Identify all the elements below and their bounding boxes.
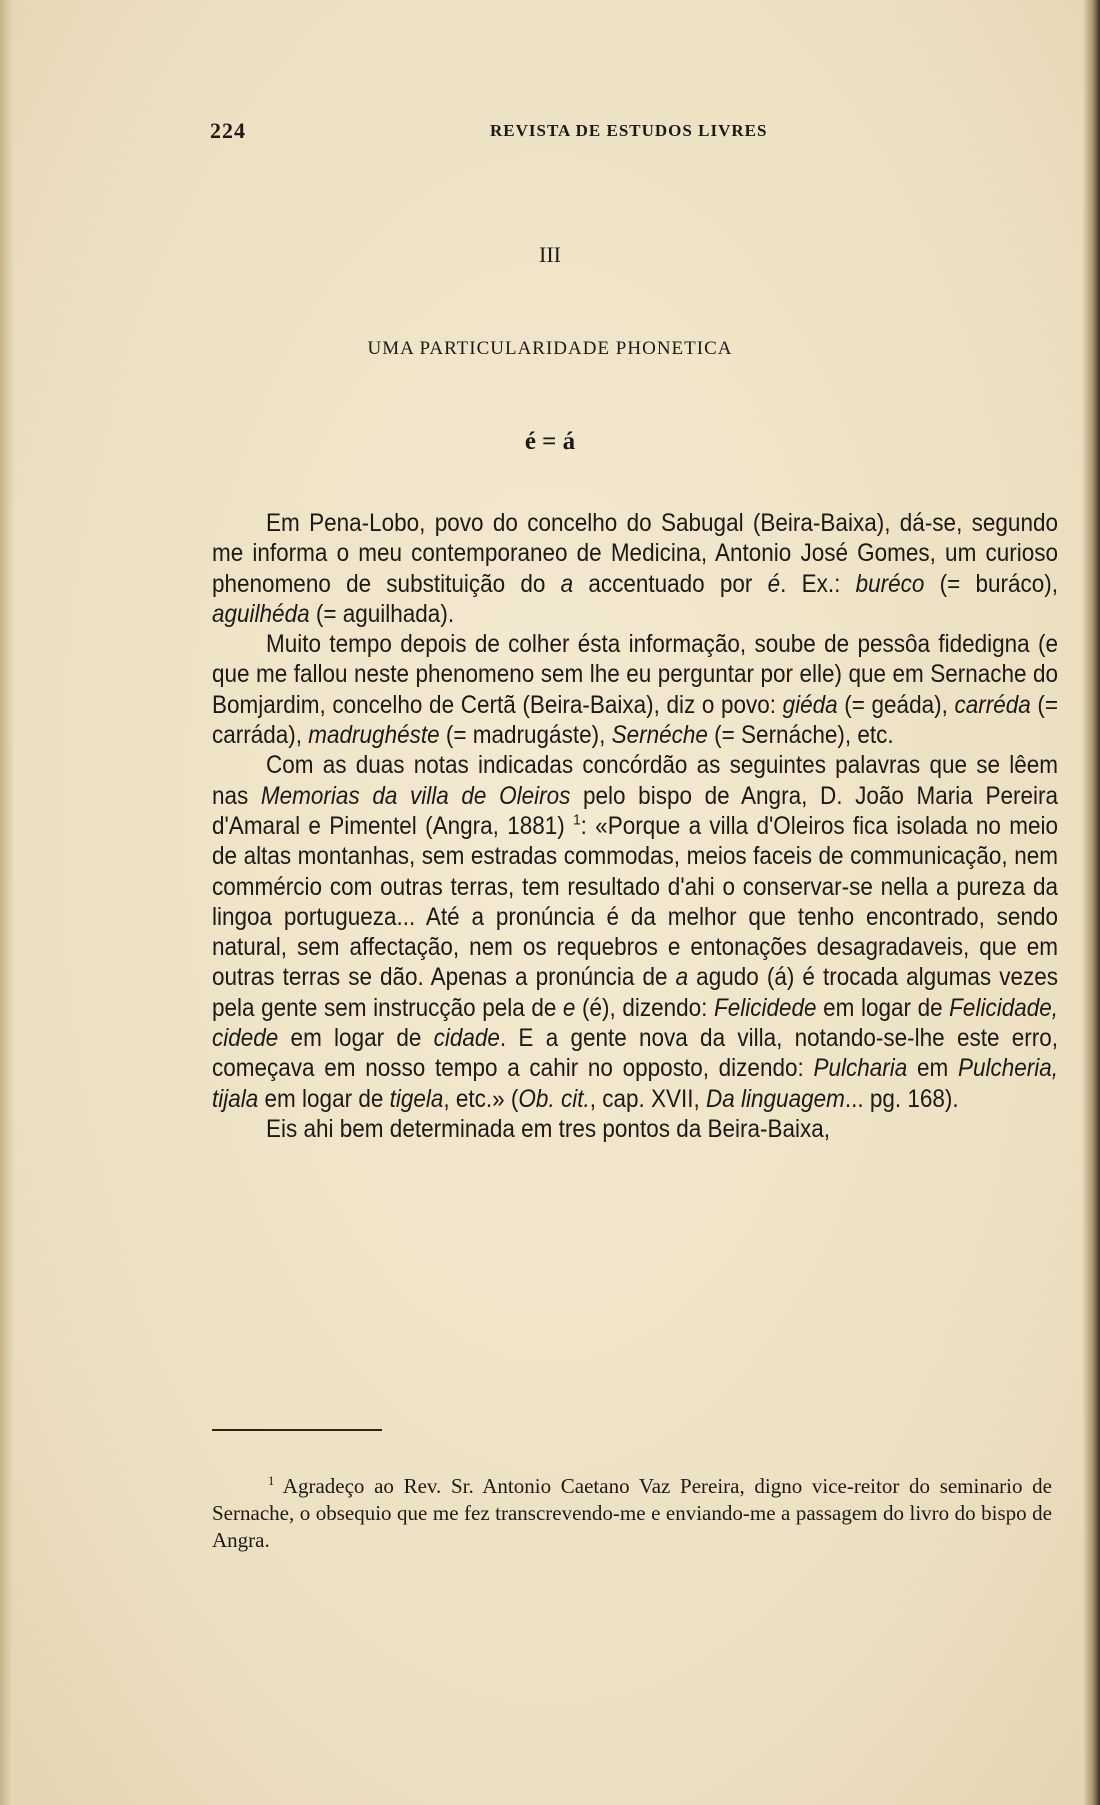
italic-text: e: [562, 993, 576, 1022]
italic-text: é: [767, 569, 781, 598]
text-run: em logar de: [258, 1084, 390, 1113]
italic-text: a: [560, 569, 574, 598]
italic-text: cidade: [433, 1024, 500, 1053]
italic-text: buréco: [855, 569, 925, 598]
italic-text: carréda: [954, 690, 1031, 719]
text-run: : «Porque a villa d'Oleiros fica isolada no meio de altas montanhas, sem estradas commodas, meios faceis de communicação, nem commércio com outras terras, tem resultado d'ahi o conservar-se nella a pureza da lingoa portugueza... Até a pronúncia é da melhor que tenho encontrado, sendo natural, sem affectação, nem os requebros e entonações desagradaveis, que em outras terras se dão. Apenas a pronúncia de: [212, 811, 1058, 992]
text-run: . Ex.:: [780, 569, 856, 598]
italic-text: a: [675, 963, 689, 992]
italic-text: aguilhéda: [212, 599, 310, 628]
text-run: pelo bispo de Angra, D. João Maria Pereira d'Amaral e Pimentel (Angra, 1881): [212, 781, 1058, 840]
text-run: (= geáda),: [837, 690, 955, 719]
body-text: [212, 508, 1058, 1144]
text-run: Em Pena-Lobo, povo do concelho do Sabugal (Beira-Baixa), dá-se, segundo me informa o meu contemporaneo de Medicina, Antonio José Gomes, um curioso phenomeno de substituição do: [212, 509, 1058, 598]
section-number: III: [539, 242, 561, 267]
italic-text: Felicidede: [714, 993, 817, 1022]
text-run: em logar de: [278, 1024, 434, 1053]
italic-text: Ob. cit.: [518, 1084, 590, 1113]
text-run: em logar de: [816, 993, 950, 1022]
italic-text: giéda: [782, 690, 838, 719]
text-run: ... pg. 168).: [844, 1084, 959, 1113]
text-run: (= aguilhada).: [309, 599, 455, 628]
text-run: (= buráco),: [924, 569, 1058, 598]
text-run: Muito tempo depois de colher ésta informação, soube de pessôa fidedigna (e que me fallou neste phenomeno sem lhe eu perguntar por elle) que em Sernache do Bomjardim, concelho de Certã (Beira-Baixa), diz o povo:: [212, 630, 1058, 719]
text-run: (= Sernáche), etc.: [707, 721, 894, 750]
footnote-divider: [212, 1429, 382, 1431]
italic-text: Pulcharia: [813, 1054, 908, 1083]
running-title: REVISTA DE ESTUDOS LIVRES: [490, 121, 768, 140]
italic-text: Da linguagem: [706, 1084, 845, 1113]
body-paragraph: [212, 629, 1058, 750]
footnote-marker: 1: [573, 811, 581, 829]
page-number: 224: [210, 118, 246, 143]
text-run: Com as duas notas indicadas concórdão as seguintes palavras que se lêem nas: [212, 751, 1058, 810]
text-run: em: [907, 1054, 958, 1083]
footnote-paragraph: [212, 1473, 1052, 1554]
italic-text: madrughéste: [308, 721, 440, 750]
footnote-marker: 1: [268, 1474, 275, 1488]
italic-text: Pulcheria, tijala: [212, 1054, 1058, 1113]
italic-text: Memorias da villa de Oleiros: [260, 781, 571, 810]
text-run: , etc.» (: [443, 1084, 519, 1113]
text-run: agudo (á) é trocada algumas vezes pela gente sem instrucção pela de: [212, 963, 1058, 1022]
text-run: accentuado por: [573, 569, 768, 598]
section-title: UMA PARTICULARIDADE PHONETICA: [367, 338, 733, 359]
page-edge-shadow: [1082, 0, 1100, 1805]
italic-text: tigela: [389, 1084, 444, 1113]
phonetic-formula: é = á: [524, 428, 576, 455]
text-run: (= carráda),: [212, 690, 1058, 750]
text-run: Eis ahi bem determinada em tres pontos da Beira-Baixa,: [266, 1114, 831, 1143]
italic-text: Felicidade, cidede: [212, 993, 1058, 1053]
body-paragraph: [212, 1114, 1058, 1144]
text-run: , cap. XVII,: [589, 1084, 707, 1113]
body-paragraph: [212, 750, 1058, 1114]
body-paragraph: [212, 508, 1058, 629]
text-run: . E a gente nova da villa, notando-se-lhe este erro, começava em nosso tempo a cahir no opposto, dizendo:: [212, 1024, 1058, 1083]
footnote: [212, 1473, 1052, 1554]
page-gutter-shadow: [0, 0, 14, 1805]
italic-text: Sernéche: [611, 721, 708, 750]
text-run: Agradeço ao Rev. Sr. Antonio Caetano Vaz Pereira, digno vice-reitor do seminario de Sernache, o obsequio que me fez transcrevendo-me e enviando-me a passagem do livro do bispo de Angra.: [212, 1474, 1052, 1552]
text-run: (= madrugáste),: [439, 721, 612, 750]
text-run: (é), dizendo:: [575, 993, 715, 1022]
